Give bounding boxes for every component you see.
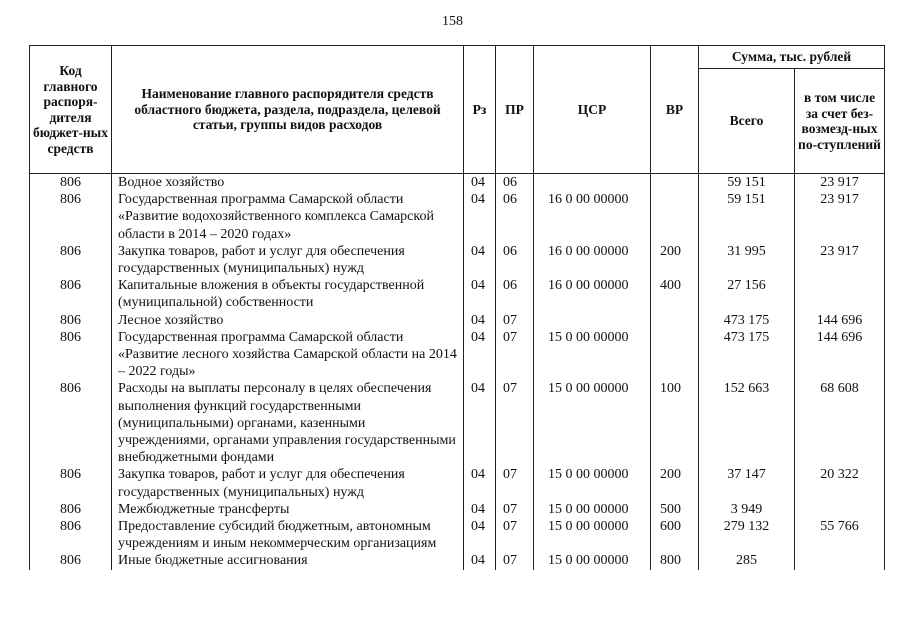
cell-vr: 800 bbox=[651, 552, 699, 569]
cell-free: 20 322 bbox=[795, 466, 885, 500]
cell-name: Закупка товаров, работ и услуг для обеспечения государственных (муниципальных) нужд bbox=[112, 466, 464, 500]
cell-name: Межбюджетные трансферты bbox=[112, 501, 464, 518]
cell-csr: 15 0 00 00000 bbox=[534, 518, 651, 552]
cell-pr: 06 bbox=[496, 191, 534, 243]
cell-rz: 04 bbox=[464, 243, 496, 277]
cell-free bbox=[795, 501, 885, 518]
cell-code: 806 bbox=[30, 552, 112, 569]
cell-vr: 500 bbox=[651, 501, 699, 518]
table-header bbox=[30, 46, 885, 174]
cell-csr bbox=[534, 174, 651, 192]
table-row bbox=[30, 501, 885, 518]
cell-csr bbox=[534, 312, 651, 329]
table-body bbox=[30, 174, 885, 570]
cell-name: Лесное хозяйство bbox=[112, 312, 464, 329]
budget-table bbox=[29, 45, 885, 570]
cell-code: 806 bbox=[30, 518, 112, 552]
table-row bbox=[30, 329, 885, 381]
header-free: в том числе за счет без-возмезд-ных по-ступлений bbox=[795, 69, 885, 174]
cell-csr: 15 0 00 00000 bbox=[534, 466, 651, 500]
cell-free: 144 696 bbox=[795, 312, 885, 329]
cell-csr: 15 0 00 00000 bbox=[534, 329, 651, 381]
cell-rz: 04 bbox=[464, 174, 496, 192]
cell-rz: 04 bbox=[464, 466, 496, 500]
cell-free: 144 696 bbox=[795, 329, 885, 381]
cell-name: Закупка товаров, работ и услуг для обеспечения государственных (муниципальных) нужд bbox=[112, 243, 464, 277]
cell-total: 37 147 bbox=[699, 466, 795, 500]
cell-rz: 04 bbox=[464, 518, 496, 552]
cell-total: 31 995 bbox=[699, 243, 795, 277]
cell-pr: 07 bbox=[496, 552, 534, 569]
cell-rz: 04 bbox=[464, 312, 496, 329]
cell-total: 473 175 bbox=[699, 312, 795, 329]
cell-total: 27 156 bbox=[699, 277, 795, 311]
cell-vr: 600 bbox=[651, 518, 699, 552]
cell-name: Капитальные вложения в объекты государственной (муниципальной) собственности bbox=[112, 277, 464, 311]
cell-csr: 15 0 00 00000 bbox=[534, 501, 651, 518]
cell-vr bbox=[651, 329, 699, 381]
cell-vr bbox=[651, 174, 699, 192]
cell-code: 806 bbox=[30, 277, 112, 311]
cell-vr: 400 bbox=[651, 277, 699, 311]
cell-pr: 07 bbox=[496, 501, 534, 518]
cell-total: 59 151 bbox=[699, 191, 795, 243]
cell-code: 806 bbox=[30, 243, 112, 277]
cell-csr: 15 0 00 00000 bbox=[534, 380, 651, 466]
header-pr: ПР bbox=[496, 46, 534, 174]
cell-rz: 04 bbox=[464, 329, 496, 381]
cell-total: 473 175 bbox=[699, 329, 795, 381]
cell-pr: 06 bbox=[496, 174, 534, 192]
cell-name: Государственная программа Самарской области «Развитие лесного хозяйства Самарской области на 2014 – 2022 годы» bbox=[112, 329, 464, 381]
cell-free bbox=[795, 552, 885, 569]
cell-rz: 04 bbox=[464, 501, 496, 518]
cell-vr: 100 bbox=[651, 380, 699, 466]
cell-name: Иные бюджетные ассигнования bbox=[112, 552, 464, 569]
header-csr: ЦСР bbox=[534, 46, 651, 174]
header-rz: Рз bbox=[464, 46, 496, 174]
cell-pr: 07 bbox=[496, 466, 534, 500]
table-row bbox=[30, 518, 885, 552]
cell-csr: 16 0 00 00000 bbox=[534, 277, 651, 311]
table-row bbox=[30, 552, 885, 569]
cell-pr: 06 bbox=[496, 243, 534, 277]
cell-csr: 16 0 00 00000 bbox=[534, 191, 651, 243]
cell-vr: 200 bbox=[651, 466, 699, 500]
cell-total: 3 949 bbox=[699, 501, 795, 518]
cell-pr: 06 bbox=[496, 277, 534, 311]
cell-name: Предоставление субсидий бюджетным, автономным учреждениям и иным некоммерческим организациям bbox=[112, 518, 464, 552]
header-sum: Сумма, тыс. рублей bbox=[699, 46, 885, 69]
header-total: Всего bbox=[699, 69, 795, 174]
table-row bbox=[30, 174, 885, 192]
cell-csr: 16 0 00 00000 bbox=[534, 243, 651, 277]
cell-vr bbox=[651, 312, 699, 329]
cell-free: 23 917 bbox=[795, 191, 885, 243]
cell-pr: 07 bbox=[496, 380, 534, 466]
cell-code: 806 bbox=[30, 312, 112, 329]
table-row bbox=[30, 243, 885, 277]
cell-code: 806 bbox=[30, 466, 112, 500]
cell-total: 285 bbox=[699, 552, 795, 569]
table-row bbox=[30, 466, 885, 500]
page-number: 158 bbox=[442, 14, 463, 29]
table-row bbox=[30, 277, 885, 311]
cell-total: 279 132 bbox=[699, 518, 795, 552]
table-row bbox=[30, 380, 885, 466]
cell-total: 152 663 bbox=[699, 380, 795, 466]
cell-name: Водное хозяйство bbox=[112, 174, 464, 192]
cell-pr: 07 bbox=[496, 312, 534, 329]
cell-rz: 04 bbox=[464, 277, 496, 311]
table-row bbox=[30, 191, 885, 243]
cell-csr: 15 0 00 00000 bbox=[534, 552, 651, 569]
cell-rz: 04 bbox=[464, 380, 496, 466]
cell-code: 806 bbox=[30, 191, 112, 243]
header-vr: ВР bbox=[651, 46, 699, 174]
cell-code: 806 bbox=[30, 380, 112, 466]
header-code: Код главного распоря-дителя бюджет-ных средств bbox=[30, 46, 112, 174]
cell-code: 806 bbox=[30, 329, 112, 381]
cell-pr: 07 bbox=[496, 518, 534, 552]
cell-code: 806 bbox=[30, 174, 112, 192]
cell-free: 68 608 bbox=[795, 380, 885, 466]
cell-pr: 07 bbox=[496, 329, 534, 381]
cell-name: Расходы на выплаты персоналу в целях обеспечения выполнения функций государственными (муниципальными) органами, казенными учреждениями, органами управления государственными внебюджетными фондами bbox=[112, 380, 464, 466]
cell-free: 23 917 bbox=[795, 243, 885, 277]
cell-code: 806 bbox=[30, 501, 112, 518]
cell-total: 59 151 bbox=[699, 174, 795, 192]
header-name: Наименование главного распорядителя средств областного бюджета, раздела, подраздела, целевой статьи, группы видов расходов bbox=[112, 46, 464, 174]
cell-free bbox=[795, 277, 885, 311]
cell-vr bbox=[651, 191, 699, 243]
cell-vr: 200 bbox=[651, 243, 699, 277]
cell-free: 55 766 bbox=[795, 518, 885, 552]
cell-rz: 04 bbox=[464, 191, 496, 243]
table-row bbox=[30, 312, 885, 329]
cell-free: 23 917 bbox=[795, 174, 885, 192]
cell-name: Государственная программа Самарской области «Развитие водохозяйственного комплекса Самарской области в 2014 – 2020 годах» bbox=[112, 191, 464, 243]
cell-rz: 04 bbox=[464, 552, 496, 569]
